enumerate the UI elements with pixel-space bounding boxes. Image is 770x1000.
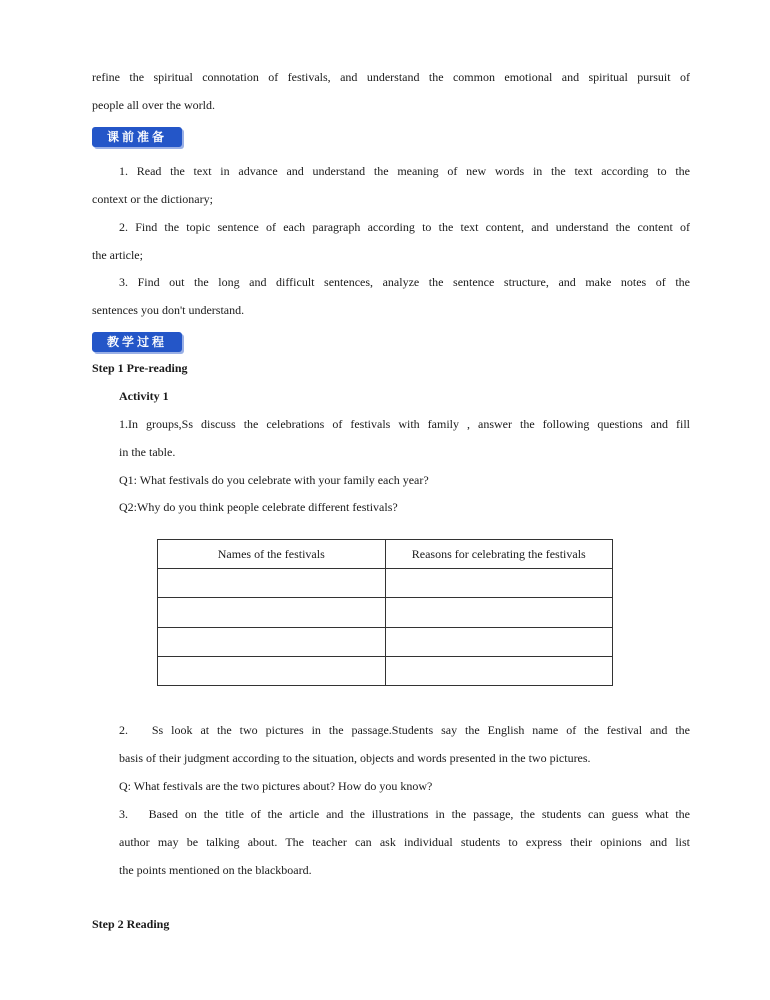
prep-item-3-line-2: sentences you don't understand. [92,303,245,317]
step1-item3-line-3: the points mentioned on the blackboard. [119,863,312,877]
table-cell [385,598,613,627]
table-row [158,627,613,656]
activity-1-title: Activity 1 [119,389,169,403]
table-row [158,569,613,598]
table-cell [385,569,613,598]
table-cell [385,627,613,656]
table-cell [158,569,386,598]
table-header-reasons: Reasons for celebrating the festivals [385,540,613,569]
intro-text-line-1: refine the spiritual connotation of festivals, and understand the common emotional and spiritual pursuit of [92,70,690,84]
step2-title: Step 2 Reading [92,917,170,931]
festival-table [157,539,613,686]
table-row [158,656,613,685]
table-cell [158,656,386,685]
step1-item1-line-1: 1.In groups,Ss discuss the celebrations of festivals with family , answer the following questions and fill [119,417,690,431]
prep-item-1-line-1: 1. Read the text in advance and understand the meaning of new words in the text according to the [119,164,690,178]
step1-item2-line-2: basis of their judgment according to the situation, objects and words presented in the two pictures. [119,751,591,765]
section-badge-process: 教学过程 [92,332,182,352]
table-cell [385,656,613,685]
question-2: Q2:Why do you think people celebrate different festivals? [119,500,398,514]
intro-text-line-2: people all over the world. [92,98,215,112]
step1-title: Step 1 Pre-reading [92,361,188,375]
table-cell [158,598,386,627]
table-cell [158,627,386,656]
step1-item2-line-1: 2. Ss look at the two pictures in the passage.Students say the English name of the festival and the [119,723,690,737]
prep-item-3-line-1: 3. Find out the long and difficult sentences, analyze the sentence structure, and make notes of the [119,275,690,289]
table-row [158,598,613,627]
step1-item3-line-2: author may be talking about. The teacher can ask individual students to express their opinions and list [119,835,690,849]
question-1: Q1: What festivals do you celebrate with your family each year? [119,473,429,487]
table-header-row [158,540,613,569]
prep-item-1-line-2: context or the dictionary; [92,192,213,206]
step1-item1-line-2: in the table. [119,445,176,459]
prep-item-2-line-2: the article; [92,248,143,262]
prep-item-2-line-1: 2. Find the topic sentence of each paragraph according to the text content, and understand the content of [119,220,690,234]
question-3: Q: What festivals are the two pictures about? How do you know? [119,779,433,793]
section-badge-preparation: 课前准备 [92,127,182,147]
table-header-names: Names of the festivals [158,540,386,569]
step1-item3-line-1: 3. Based on the title of the article and the illustrations in the passage, the students can guess what the [119,807,690,821]
